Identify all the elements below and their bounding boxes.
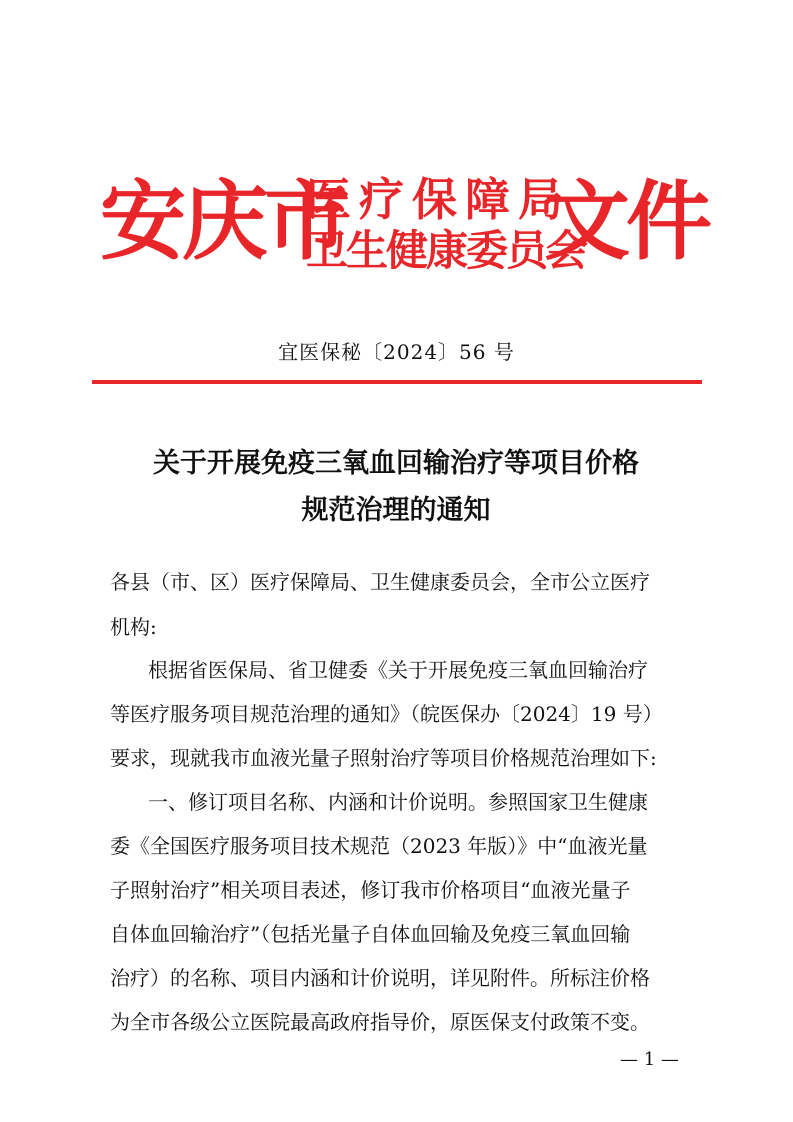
body-line-1: 各县（市、区）医疗保障局、卫生健康委员会，全市公立医疗 xyxy=(110,570,650,594)
red-divider-line xyxy=(92,380,702,384)
title-line-1: 关于开展免疫三氧血回输治疗等项目价格 xyxy=(153,448,639,479)
body-line-4: 等医疗服务项目规范治理的通知》（皖医保办〔2024〕19 号） xyxy=(110,702,663,726)
document-number: 宜医保秘〔2024〕56 号 xyxy=(278,340,515,364)
red-masthead xyxy=(96,160,708,280)
masthead-agency-2: 卫生健康委员会 xyxy=(306,226,587,275)
body-line-3: 根据省医保局、省卫健委《关于开展免疫三氧血回输治疗 xyxy=(148,658,648,682)
masthead-agency-1: 医疗保障局 xyxy=(306,173,572,226)
body-line-8: 子照射治疗”相关项目表述，修订我市价格项目“血液光量子 xyxy=(110,878,631,902)
body-line-2: 机构: xyxy=(110,615,157,639)
masthead-document-word: 文件 xyxy=(544,172,708,272)
masthead-city: 安庆市 xyxy=(100,172,346,272)
body-line-5: 要求，现就我市血液光量子照射治疗等项目价格规范治理如下: xyxy=(110,746,657,770)
body-line-6: 一、修订项目名称、内涵和计价说明。参照国家卫生健康 xyxy=(148,790,648,814)
body-line-9: 自体血回输治疗”（包括光量子自体血回输及免疫三氧血回输 xyxy=(110,922,631,946)
body-line-7: 委《全国医疗服务项目技术规范（2023 年版）》中“血液光量 xyxy=(110,834,648,858)
title-line-2: 规范治理的通知 xyxy=(301,495,491,526)
body-line-10: 治疗）的名称、项目内涵和计价说明，详见附件。所标注价格 xyxy=(110,966,650,990)
body-line-11: 为全市各级公立医院最高政府指导价，原医保支付政策不变。 xyxy=(110,1010,650,1034)
page-number: — 1 — xyxy=(620,1049,679,1070)
